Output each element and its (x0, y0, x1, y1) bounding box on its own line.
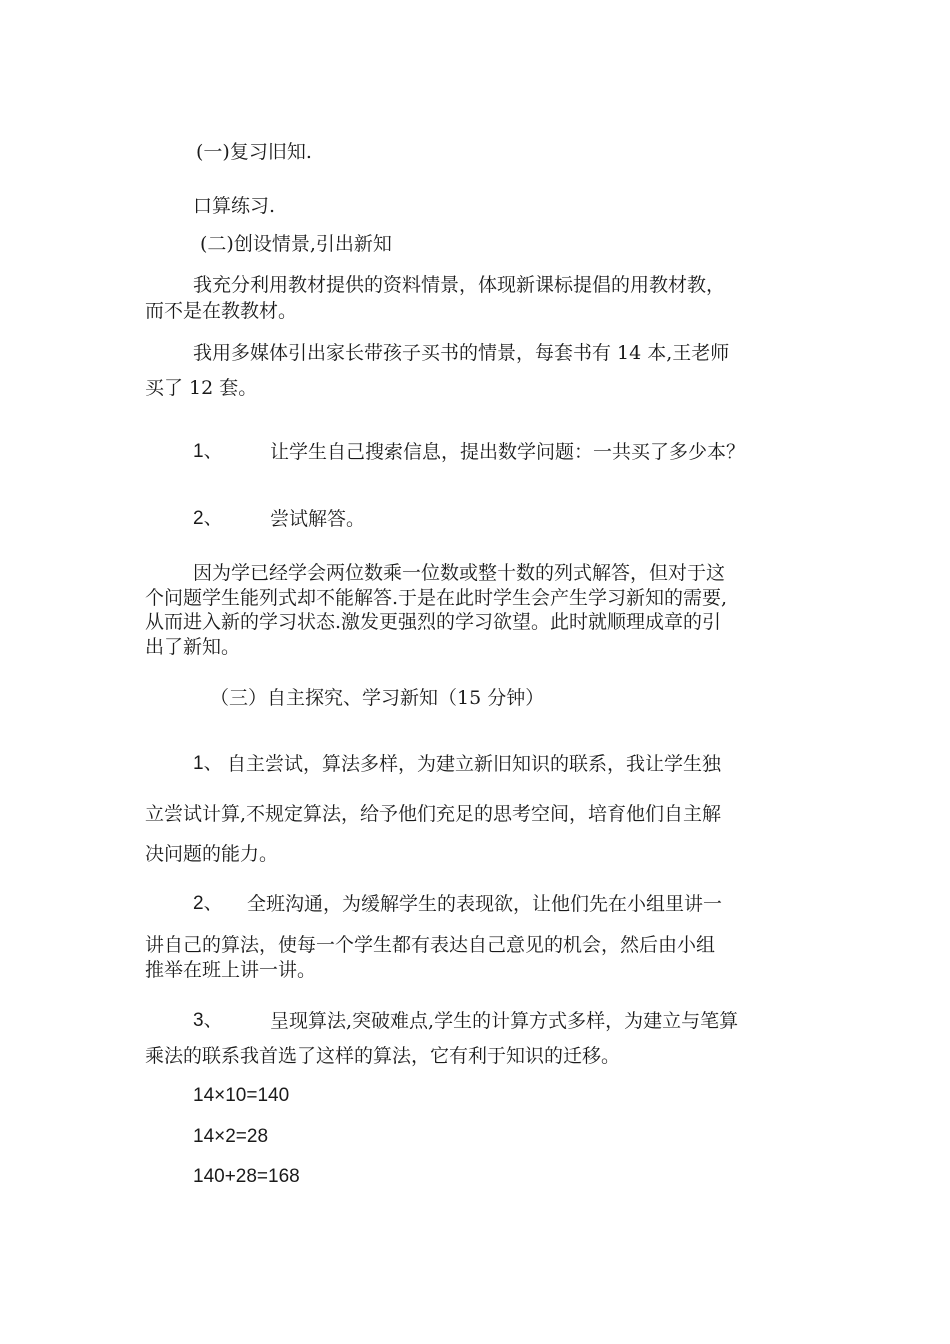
paragraph-line: 乘法的联系我首选了这样的算法，它有利于知识的迁移。 (145, 1045, 621, 1067)
list-number: 3、 (193, 1010, 223, 1031)
paragraph-line: 我充分利用教材提供的资料情景，体现新课标提倡的用教材教， (193, 274, 726, 296)
paragraph-line: 因为学已经学会两位数乘一位数或整十数的列式解答，但对于这 (193, 562, 726, 584)
paragraph-line: 而不是在教教材。 (145, 300, 298, 322)
section-heading-2: (二)创设情景,引出新知 (200, 233, 392, 255)
paragraph-line: 讲自己的算法，使每一个学生都有表达自己意见的机会，然后由小组 (145, 934, 716, 956)
list-item-text: 尝试解答。 (270, 508, 366, 530)
paragraph-line: 我用多媒体引出家长带孩子买书的情景，每套书有 14 本,王老师 (193, 342, 730, 364)
paragraph-line: 决问题的能力。 (145, 843, 279, 865)
paragraph-line: 立尝试计算,不规定算法，给予他们充足的思考空间，培育他们自主解 (145, 803, 722, 825)
list-item-text: 自主尝试，算法多样，为建立新旧知识的联系，我让学生独 (227, 753, 722, 775)
paragraph-line: 买了 12 套。 (145, 377, 258, 399)
list-item-text: 呈现算法,突破难点,学生的计算方式多样，为建立与笔算 (270, 1010, 739, 1032)
section-heading-3: （三）自主探究、学习新知（15 分钟） (210, 687, 545, 709)
list-number: 1、 (193, 753, 223, 774)
paragraph-line: 推举在班上讲一讲。 (145, 959, 317, 981)
list-number: 2、 (193, 508, 223, 529)
paragraph-line: 从而进入新的学习状态.激发更强烈的学习欲望。此时就顺理成章的引 (145, 611, 722, 633)
formula-line: 14×2=28 (193, 1126, 269, 1147)
section-1-subtitle: 口算练习. (193, 195, 276, 217)
paragraph-line: 个问题学生能列式却不能解答.于是在此时学生会产生学习新知的需要, (145, 587, 728, 609)
paragraph-line: 出了新知。 (145, 636, 241, 658)
list-item-text: 全班沟通，为缓解学生的表现欲，让他们先在小组里讲一 (247, 893, 723, 915)
section-heading-1: (一)复习旧知. (196, 141, 312, 163)
list-number: 1、 (193, 441, 223, 462)
formula-line: 14×10=140 (193, 1085, 290, 1106)
formula-line: 140+28=168 (193, 1166, 300, 1187)
list-number: 2、 (193, 893, 223, 914)
list-item-text: 让学生自己搜索信息，提出数学问题：一共买了多少本？ (270, 441, 746, 463)
